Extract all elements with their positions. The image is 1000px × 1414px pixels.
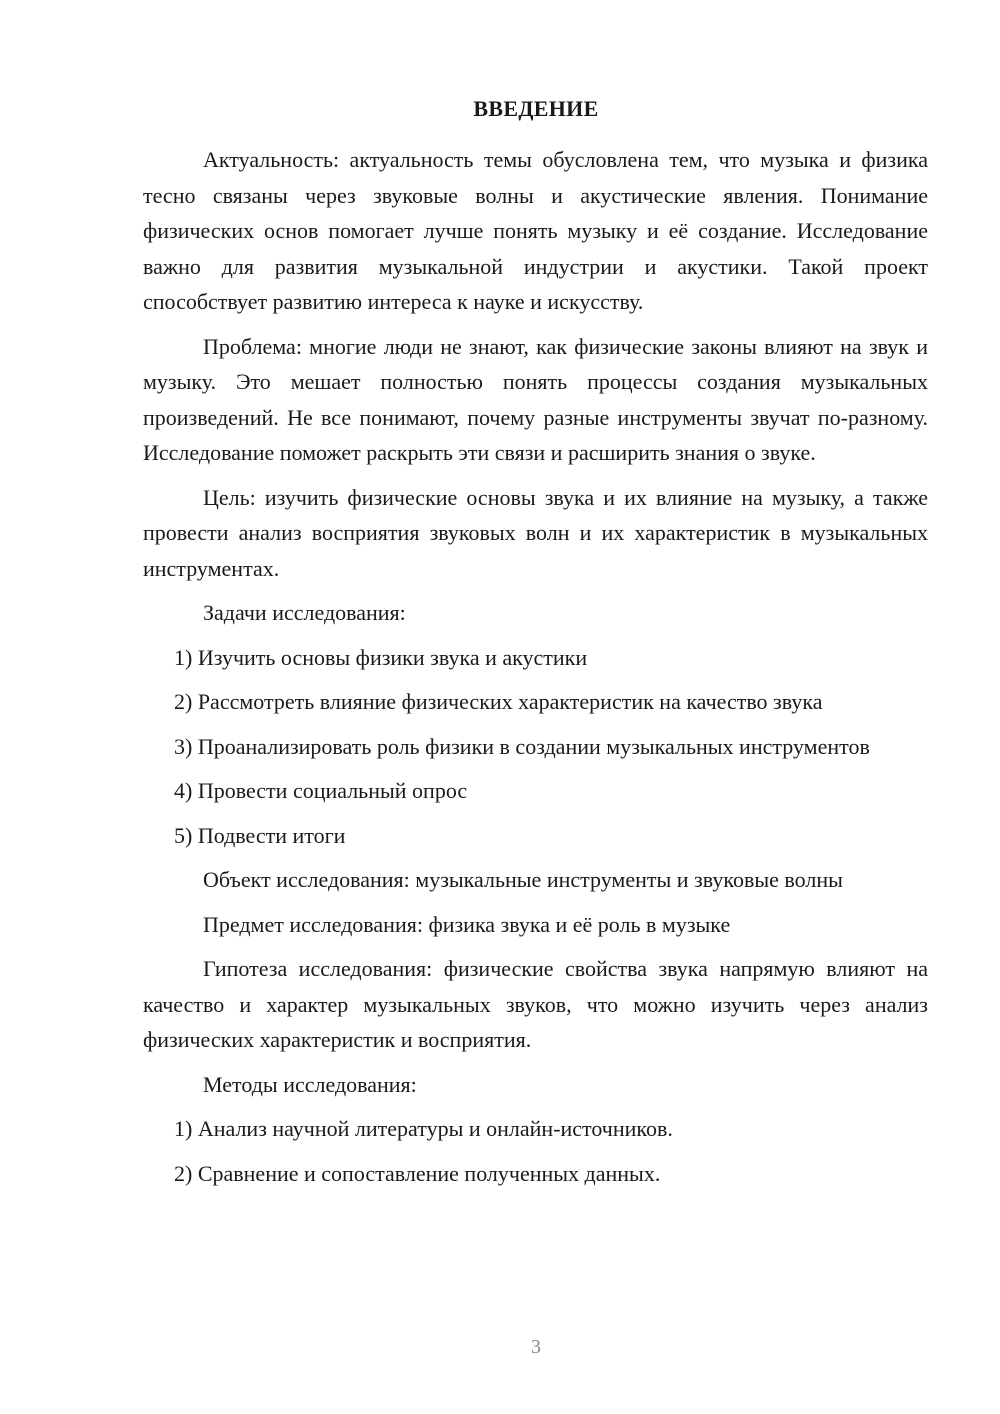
tasks-heading: Задачи исследования: [203,600,406,625]
methods-heading: Методы исследования: [203,1071,417,1097]
hypothesis-paragraph: Гипотеза исследования: физические свойства звука напрямую влияют на качество и характер музыкальных звуков, что можно изучить через анализ физических характеристик и восприятия. [143,956,928,1052]
problem-paragraph: Проблема: многие люди не знают, как физические законы влияют на звук и музыку. Это мешает полностью понять процессы создания музыкальных произведений. Не все понимают, почему разные инструменты звучат по-разному. Исследование поможет раскрыть эти связи и расширить знания о звуке. [143,333,928,465]
task-item-2: 2) Рассмотреть влияние физических характеристик на качество звука [174,689,823,714]
body-text [143,142,928,1200]
method-item-1: 1) Анализ научной литературы и онлайн-источников. [174,1116,673,1141]
task-item-4: 4) Провести социальный опрос [174,778,468,803]
relevance-paragraph: Актуальность: актуальность темы обусловлена тем, что музыка и физика тесно связаны через звуковые волны и акустические явления. Понимание физических основ помогает лучше понять музыку и её создание. Исследование важно для развития музыкальной индустрии и акустики. Такой проект способствует развитию интереса к науке и искусству. [143,147,928,314]
task-item-3: 3) Проанализировать роль физики в создании музыкальных инструментов [174,733,870,759]
method-item-2: 2) Сравнение и сопоставление полученных данных. [174,1160,661,1186]
goal-paragraph: Цель: изучить физические основы звука и их влияние на музыку, а также провести анализ восприятия звуковых волн и их характеристик в музыкальных инструментах. [143,484,928,581]
object-paragraph: Объект исследования: музыкальные инструменты и звуковые волны [203,867,843,892]
section-title: ВВЕДЕНИЕ [473,96,599,121]
subject-paragraph: Предмет исследования: физика звука и её роль в музыке [203,911,731,937]
task-item-1: 1) Изучить основы физики звука и акустики [174,644,588,670]
task-item-5: 5) Подвести итоги [174,822,346,848]
page-number: 3 [531,1336,541,1358]
